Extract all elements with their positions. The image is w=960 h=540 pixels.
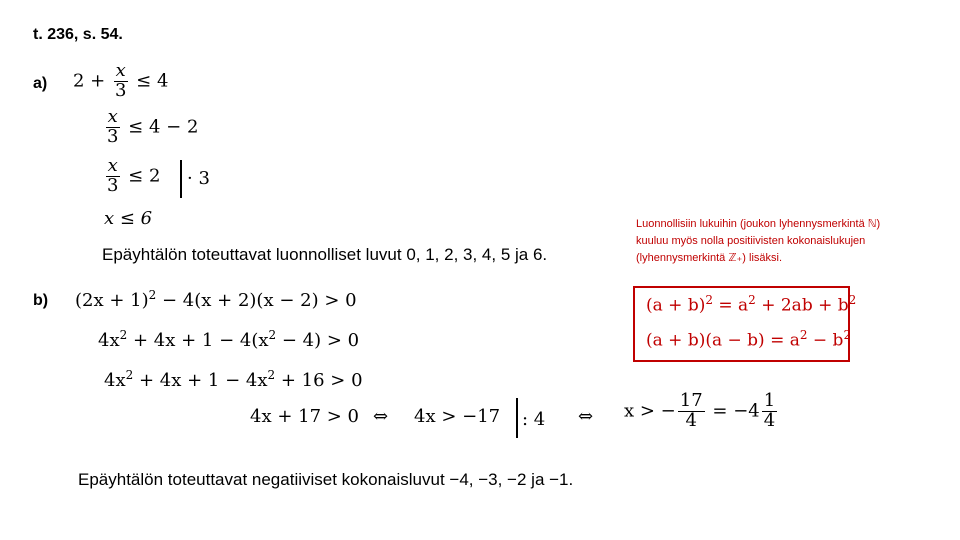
fraction-numerator: 1 <box>763 390 776 411</box>
part-b-line3 <box>104 368 363 391</box>
exponent: 2 <box>148 288 157 302</box>
exponent: 2 <box>748 293 756 307</box>
line4-text: x ≤ 6 <box>104 208 153 229</box>
part-a-conclusion: Epäyhtälön toteuttavat luonnolliset luvut 0, 1, 2, 3, 4, 5 ja 6. <box>102 245 548 264</box>
part-b-label: b) <box>33 292 49 309</box>
note-line: kuuluu myös nolla positiivisten kokonaislukujen <box>636 235 866 247</box>
part-a-line1 <box>73 62 168 101</box>
exponent: 2 <box>119 328 128 342</box>
fraction-denominator: 3 <box>107 174 119 196</box>
formula-part: (a + b)(a − b) = a <box>646 330 800 351</box>
operation-divider <box>516 398 518 438</box>
note-line: (lyhennysmerkintä ℤ₊) lisäksi. <box>636 252 783 264</box>
part-a-line4 <box>104 208 152 229</box>
exponent: 2 <box>267 368 276 382</box>
page-title: t. 236, s. 54. <box>33 26 123 43</box>
fraction-denominator: 4 <box>763 409 776 431</box>
expr-part: 4x <box>104 370 126 391</box>
fraction <box>105 108 120 147</box>
difference-of-squares-formula <box>646 328 851 351</box>
expr-part: (2x + 1) <box>75 290 149 311</box>
fraction <box>113 62 128 101</box>
fraction-denominator: 3 <box>114 79 127 101</box>
part-a-label: a) <box>33 75 48 92</box>
expr-part: − 4) > 0 <box>276 330 360 351</box>
line2-rhs: ≤ 4 − 2 <box>122 116 199 138</box>
expr-part: + 4x + 1 − 4x <box>133 370 268 391</box>
formula-part: + 2ab + b <box>755 295 849 316</box>
part-b-line2 <box>98 328 359 351</box>
equivalence-symbol: ⇔ <box>373 406 389 427</box>
operation-divider <box>180 160 182 198</box>
part-a-line2 <box>103 108 198 147</box>
line3-rhs: ≤ 2 <box>122 165 161 187</box>
fraction-denominator: 3 <box>107 125 119 147</box>
line1-lhs: 2 + <box>73 70 111 92</box>
exponent: 2 <box>268 328 277 342</box>
part-b-operation: : 4 <box>522 409 546 430</box>
part-b-line1 <box>75 288 357 311</box>
fraction-numerator: x <box>107 106 118 127</box>
fraction-numerator: 17 <box>679 390 703 411</box>
fraction-denominator: 4 <box>685 409 697 431</box>
expr-part: 4x <box>98 330 120 351</box>
part-b-line4-right <box>624 392 779 431</box>
expr-part: = −4 <box>706 400 760 422</box>
part-a-operation: · 3 <box>187 168 210 189</box>
part-b-conclusion: Epäyhtälön toteuttavat negatiiviset kokonaisluvut −4, −3, −2 ja −1. <box>78 470 574 489</box>
fraction-numerator: x <box>115 60 126 81</box>
line1-rhs: ≤ 4 <box>130 70 169 92</box>
part-a-line3 <box>103 157 160 196</box>
formula-part: = a <box>712 295 749 316</box>
exponent: 2 <box>843 328 852 342</box>
fraction <box>678 392 705 431</box>
exponent: 2 <box>799 328 808 342</box>
expr-part: + 16 > 0 <box>275 370 363 391</box>
exponent: 2 <box>125 368 134 382</box>
fraction <box>762 392 777 431</box>
equivalence-symbol: ⇔ <box>578 406 594 427</box>
fraction <box>105 157 120 196</box>
exponent: 2 <box>705 293 713 307</box>
part-b-line4-left: 4x + 17 > 0 <box>250 406 360 427</box>
exponent: 2 <box>848 293 857 307</box>
natural-numbers-note <box>636 216 880 267</box>
note-line: Luonnollisiin lukuihin (joukon lyhennysmerkintä ℕ) <box>636 218 881 230</box>
expr-part: + 4x + 1 − 4(x <box>127 330 269 351</box>
square-of-sum-formula <box>646 293 856 316</box>
expr-part: − 4(x + 2)(x − 2) > 0 <box>156 290 357 311</box>
formula-part: − b <box>807 330 844 351</box>
fraction-numerator: x <box>107 155 118 176</box>
formula-part: (a + b) <box>646 295 706 316</box>
part-b-line4-mid: 4x > −17 <box>414 406 501 427</box>
expr-part: x > − <box>624 400 676 422</box>
